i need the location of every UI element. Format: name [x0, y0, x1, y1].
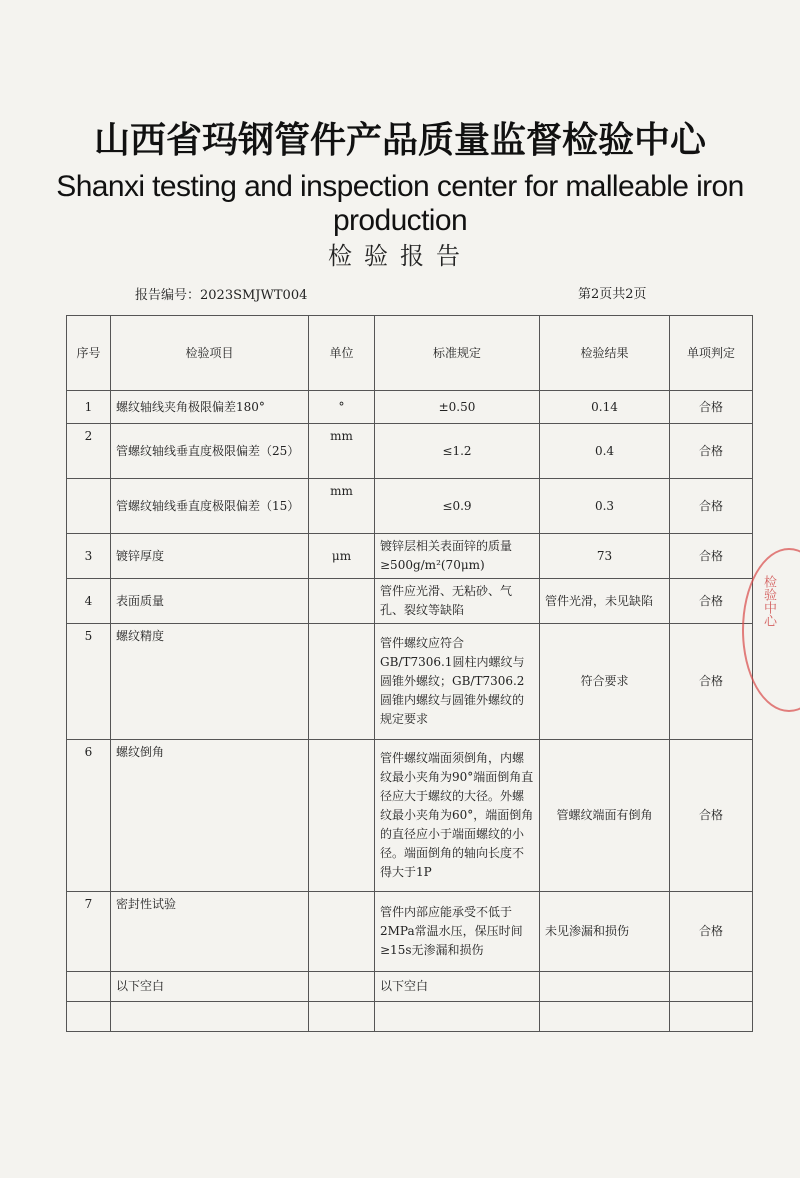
center-title-cn: 山西省玛钢管件产品质量监督检验中心 — [93, 120, 706, 161]
table-row — [67, 424, 753, 479]
empty-cell — [375, 1002, 540, 1032]
row-judgement: 合格 — [670, 624, 753, 740]
row-item: 镀锌厚度 — [111, 534, 309, 579]
row-item: 螺纹精度 — [111, 624, 309, 740]
row-result: 0.3 — [540, 479, 670, 534]
row-seq — [67, 479, 111, 534]
row-item: 管螺纹轴线垂直度极限偏差（15） — [111, 479, 309, 534]
header-judgement: 单项判定 — [670, 316, 753, 391]
row-unit: ° — [309, 391, 375, 424]
header-seq: 序号 — [67, 316, 111, 391]
row-result — [540, 972, 670, 1002]
row-item: 密封性试验 — [111, 892, 309, 972]
report-title: 检验报告 — [328, 242, 472, 270]
header-result: 检验结果 — [540, 316, 670, 391]
row-unit — [309, 892, 375, 972]
row-item: 螺纹轴线夹角极限偏差180° — [111, 391, 309, 424]
table-row — [67, 579, 753, 624]
row-standard: ±0.50 — [375, 391, 540, 424]
header-item: 检验项目 — [111, 316, 309, 391]
row-judgement: 合格 — [670, 579, 753, 624]
empty-cell — [67, 1002, 111, 1032]
row-standard: 管件内部应能承受不低于2MPa常温水压，保压时间≥15s无渗漏和损伤 — [375, 892, 540, 972]
row-item: 螺纹倒角 — [111, 740, 309, 892]
row-result: 73 — [540, 534, 670, 579]
row-seq: 5 — [67, 624, 111, 740]
row-seq: 4 — [67, 579, 111, 624]
row-result: 管件光滑，未见缺陷 — [540, 579, 670, 624]
row-standard: ≤0.9 — [375, 479, 540, 534]
empty-cell — [670, 1002, 753, 1032]
table-row — [67, 892, 753, 972]
table-row — [67, 1002, 753, 1032]
row-seq: 1 — [67, 391, 111, 424]
table-row — [67, 479, 753, 534]
row-seq: 7 — [67, 892, 111, 972]
row-standard: 管件螺纹端面须倒角，内螺纹最小夹角为90°端面倒角直径应大于螺纹的大径。外螺纹最小夹角为60°，端面倒角的直径应小于端面螺纹的小径。端面倒角的轴向长度不得大于1P — [375, 740, 540, 892]
row-seq — [67, 972, 111, 1002]
row-result: 管螺纹端面有倒角 — [540, 740, 670, 892]
table-row — [67, 624, 753, 740]
row-judgement — [670, 972, 753, 1002]
row-result: 0.14 — [540, 391, 670, 424]
row-standard: 以下空白 — [375, 972, 540, 1002]
table-row — [67, 740, 753, 892]
row-result: 符合要求 — [540, 624, 670, 740]
row-seq: 2 — [67, 424, 111, 479]
inspection-table — [66, 315, 753, 1032]
row-standard: 管件应光滑、无粘砂、气孔、裂纹等缺陷 — [375, 579, 540, 624]
table-row — [67, 391, 753, 424]
table-header-row — [67, 316, 753, 391]
row-unit — [309, 624, 375, 740]
table-row — [67, 534, 753, 579]
header-standard: 标准规定 — [375, 316, 540, 391]
center-title-en: Shanxi testing and inspection center for malleable iron production — [56, 170, 744, 237]
row-seq: 3 — [67, 534, 111, 579]
row-result: 0.4 — [540, 424, 670, 479]
row-unit: mm — [309, 424, 375, 479]
row-unit — [309, 972, 375, 1002]
report-number: 报告编号：2023SMJWT004 — [135, 288, 308, 303]
row-judgement: 合格 — [670, 740, 753, 892]
row-item: 管螺纹轴线垂直度极限偏差（25） — [111, 424, 309, 479]
row-result: 未见渗漏和损伤 — [540, 892, 670, 972]
row-item: 以下空白 — [111, 972, 309, 1002]
row-standard: ≤1.2 — [375, 424, 540, 479]
empty-cell — [309, 1002, 375, 1032]
row-item: 表面质量 — [111, 579, 309, 624]
row-standard: 镀锌层相关表面锌的质量≥500g/m²(70μm) — [375, 534, 540, 579]
row-standard: 管件螺纹应符合GB/T7306.1圆柱内螺纹与圆锥外螺纹；GB/T7306.2圆锥内螺纹与圆锥外螺纹的规定要求 — [375, 624, 540, 740]
page-number: 第2页共2页 — [578, 287, 647, 302]
stamp-text: 检验中心 — [761, 575, 776, 627]
row-unit — [309, 740, 375, 892]
row-unit: mm — [309, 479, 375, 534]
row-judgement: 合格 — [670, 534, 753, 579]
row-judgement: 合格 — [670, 479, 753, 534]
row-seq: 6 — [67, 740, 111, 892]
empty-cell — [540, 1002, 670, 1032]
row-judgement: 合格 — [670, 391, 753, 424]
empty-cell — [111, 1002, 309, 1032]
table-row — [67, 972, 753, 1002]
row-judgement: 合格 — [670, 424, 753, 479]
header-unit: 单位 — [309, 316, 375, 391]
row-unit — [309, 579, 375, 624]
row-unit: μm — [309, 534, 375, 579]
row-judgement: 合格 — [670, 892, 753, 972]
